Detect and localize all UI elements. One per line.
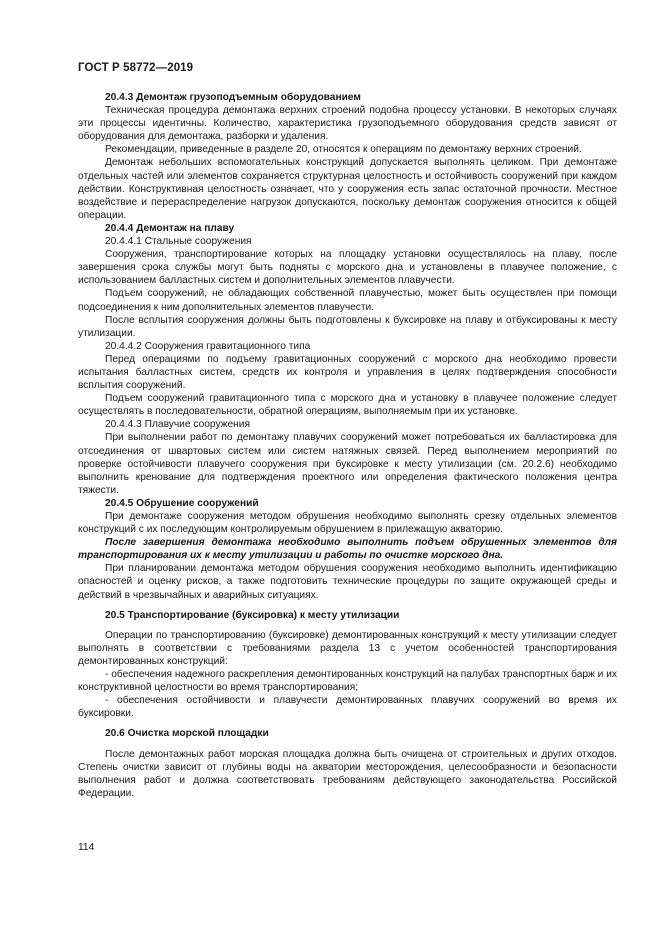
- paragraph: При планировании демонтажа методом обрушения сооружения необходимо выполнить идентификацию опасностей и оценку рисков, а также подготовить технические процедуры по защите окружающей среды и действий в чрезвычайных и аварийных ситуациях.: [78, 563, 617, 601]
- subsection-heading-20-4-4-1: 20.4.4.1 Стальные сооружения: [105, 236, 252, 248]
- list-item: - обеспечения надежного раскрепления демонтированных конструкций на палубах транспортных барж и их конструктивной целостности во время транспортирования;: [78, 669, 617, 694]
- subsection-heading-20-4-4-2: 20.4.4.2 Сооружения гравитационного типа: [105, 340, 311, 352]
- section-heading-20-6: 20.6 Очистка морской площадки: [105, 728, 269, 740]
- paragraph: После демонтажных работ морская площадка должна быть очищена от строительных и других отходов. Степень очистки зависит от глубины воды на акватории месторождения, целесообразности и безопасности выполнения работ и должна соответствовать требованиям действующего законодательства Российской Федерации.: [78, 748, 617, 799]
- section-heading-20-4-5: 20.4.5 Обрушение сооружений: [105, 497, 259, 509]
- paragraph: Подъем сооружений гравитационного типа с морского дна и установку в плавучее положение следует осуществлять в последовательности, обратной операциям, выполняемым при их установке.: [78, 393, 617, 418]
- section-heading-20-5: 20.5 Транспортирование (буксировка) к месту утилизации: [105, 609, 400, 621]
- document-body: [78, 91, 617, 800]
- paragraph: Сооружения, транспортирование которых на площадку установки осуществлялось на плаву, после завершения срока службы могут быть подняты с морского дна и установлены в плавучее положение, с использованием балластных систем и дополнительных элементов плавучести.: [78, 249, 617, 287]
- subsection-heading-20-4-4-3: 20.4.4.3 Плавучие сооружения: [105, 419, 250, 431]
- paragraph: Рекомендации, приведенные в разделе 20, относятся к операциям по демонтажу верхних строений.: [105, 144, 582, 156]
- paragraph: Операции по транспортированию (буксировке) демонтированных конструкций к месту утилизации следует выполнять в соответствии с требованиями раздела 13 с учетом особенностей транспортирования демонтированных конструкций:: [78, 629, 617, 667]
- emphasized-paragraph: После завершения демонтажа необходимо выполнить подъем обрушенных элементов для транспортирования их к месту утилизации и работы по очистке морского дна.: [78, 537, 617, 562]
- paragraph: После всплытия сооружения должны быть подготовлены к буксировке на плаву и отбуксированы к месту утилизации.: [78, 314, 617, 339]
- paragraph: При выполнении работ по демонтажу плавучих сооружений может потребоваться их балластировка для отсоединения от швартовых систем или систем натяжных связей. Перед выполнением мероприятий по проверке остойчивости плавучего сооружения при буксировке к месту утилизации (см. 20.2.6) необходимо выполнить кренование для подтверждения проектного или определения фактического положения центра тяжести.: [78, 432, 617, 496]
- paragraph: Техническая процедура демонтажа верхних строений подобна процессу установки. В некоторых случаях эти процессы идентичны. Количество, характеристика грузоподъемного оборудования средств зависят от оборудования для демонтажа, разборки и удаления.: [78, 105, 617, 143]
- paragraph: При демонтаже сооружения методом обрушения необходимо выполнять срезку отдельных элементов конструкций с их последующим контролируемым обрушением в прилежащую акваторию.: [78, 511, 617, 536]
- section-heading-20-4-4: 20.4.4 Демонтаж на плаву: [105, 222, 235, 234]
- paragraph: Демонтаж небольших вспомогательных конструкций допускается выполнять целиком. При демонтаже отдельных частей или элементов сохраняется структурная целостность и остойчивость сооружений при каждом действии. Конструктивная целостность означает, что у сооружения есть запас остаточной прочности. Местное воздействие и перераспределение нагрузок допускаются, поскольку демонтаж сооружения относится к общей операции.: [78, 157, 617, 221]
- paragraph: Перед операциями по подъему гравитационных сооружений с морского дна необходимо провести испытания балластных систем, средств их контроля и управления в целях подтверждения способности всплытия сооружений.: [78, 353, 617, 392]
- section-heading-20-4-3: 20.4.3 Демонтаж грузоподъемным оборудованием: [105, 92, 361, 103]
- page-number: 114: [78, 842, 95, 853]
- document-header: ГОСТ Р 58772—2019: [78, 62, 194, 74]
- list-item: - обеспечения остойчивости и плавучести демонтированных плавучих сооружений во время их буксировки.: [78, 695, 617, 720]
- paragraph: Подъем сооружений, не обладающих собственной плавучестью, может быть осуществлен при помощи подсоединения к ним дополнительных элементов плавучести.: [78, 288, 617, 313]
